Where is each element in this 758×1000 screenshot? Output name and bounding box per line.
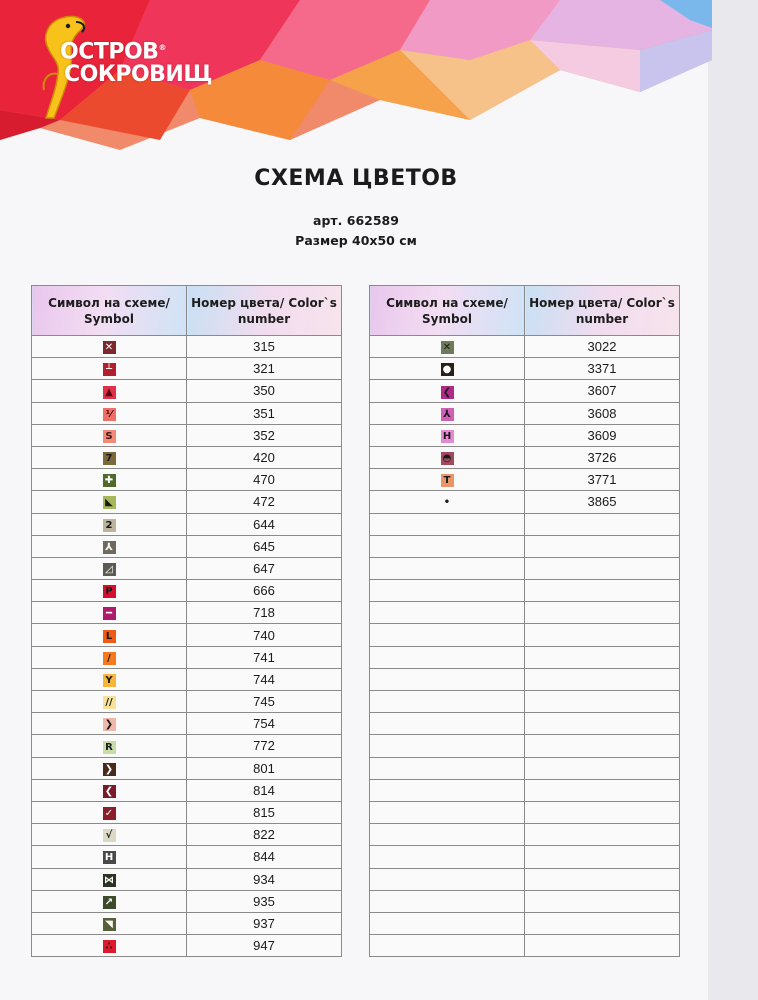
x-mark-icon: ✕ — [103, 341, 116, 354]
table-row — [370, 668, 680, 690]
table-row — [32, 624, 342, 646]
color-number-cell: 420 — [187, 446, 342, 468]
color-number-cell — [525, 735, 680, 757]
table-row — [32, 713, 342, 735]
color-number-cell: 937 — [187, 912, 342, 934]
table-row — [370, 935, 680, 957]
inverted-t-icon: ┴ — [103, 363, 116, 376]
color-number-column-header: Номер цвета/ Color`s number — [525, 286, 680, 336]
symbol-cell — [370, 779, 525, 801]
article-number: арт. 662589 — [313, 213, 399, 228]
symbol-cell — [32, 535, 187, 557]
symbol-cell — [32, 380, 187, 402]
table-row — [32, 846, 342, 868]
color-number-cell: 351 — [187, 402, 342, 424]
chevron-right-dark-icon: ❯ — [103, 763, 116, 776]
chevron-right-icon: ❯ — [103, 718, 116, 731]
three-dots-icon: ∴ — [103, 940, 116, 953]
symbol-cell — [370, 912, 525, 934]
table-row — [370, 646, 680, 668]
color-number-cell: 3371 — [525, 358, 680, 380]
color-number-cell — [525, 846, 680, 868]
symbol-cell — [370, 691, 525, 713]
brand-line2: СОКРОВИЩ — [64, 62, 213, 88]
symbol-cell — [32, 358, 187, 380]
table-row — [370, 469, 680, 491]
table-row — [32, 513, 342, 535]
letter-h-icon: H — [103, 851, 116, 864]
table-row — [370, 624, 680, 646]
symbol-cell — [32, 846, 187, 868]
diagonal-bar-icon: ◥ — [103, 918, 116, 931]
table-row — [370, 801, 680, 823]
table-row — [32, 646, 342, 668]
table-row — [370, 757, 680, 779]
color-number-cell: 934 — [187, 868, 342, 890]
color-number-cell: 814 — [187, 779, 342, 801]
table-row — [32, 935, 342, 957]
color-number-cell: 321 — [187, 358, 342, 380]
table-row — [32, 668, 342, 690]
table-row — [370, 402, 680, 424]
symbol-cell — [370, 424, 525, 446]
table-row — [32, 801, 342, 823]
color-number-cell: 3022 — [525, 336, 680, 358]
table-row — [32, 535, 342, 557]
arrow-up-right-icon: ↗ — [103, 896, 116, 909]
table-row — [32, 912, 342, 934]
dash-icon: ━ — [103, 607, 116, 620]
color-number-cell: 718 — [187, 602, 342, 624]
table-row — [370, 491, 680, 513]
color-number-cell — [525, 779, 680, 801]
symbol-cell — [370, 935, 525, 957]
up-triangle-icon: ▲ — [103, 386, 116, 399]
color-number-cell — [525, 580, 680, 602]
color-number-cell: 741 — [187, 646, 342, 668]
table-row — [370, 358, 680, 380]
symbol-column-header: Символ на схеме/ Symbol — [370, 286, 525, 336]
table-row — [32, 602, 342, 624]
table-row — [32, 580, 342, 602]
symbol-cell — [32, 912, 187, 934]
letter-h-icon: H — [441, 430, 454, 443]
chevron-left-icon: ❮ — [441, 386, 454, 399]
table-row — [370, 868, 680, 890]
color-number-cell: 815 — [187, 801, 342, 823]
table-row — [370, 380, 680, 402]
dot-icon: • — [443, 497, 451, 509]
symbol-cell — [32, 469, 187, 491]
color-number-cell: 772 — [187, 735, 342, 757]
root-icon: √ — [103, 829, 116, 842]
color-number-cell: 645 — [187, 535, 342, 557]
color-number-cell — [525, 557, 680, 579]
symbol-cell — [32, 557, 187, 579]
table-row — [370, 424, 680, 446]
table-row — [32, 402, 342, 424]
color-number-cell: 644 — [187, 513, 342, 535]
left-table-body — [32, 336, 342, 957]
angle-icon: ◿ — [103, 563, 116, 576]
symbol-cell — [32, 757, 187, 779]
color-number-cell: 3726 — [525, 446, 680, 468]
letter-y-icon: Y — [103, 674, 116, 687]
symbol-cell — [370, 735, 525, 757]
symbol-cell — [370, 491, 525, 513]
letter-s-icon: S — [103, 430, 116, 443]
table-row — [32, 380, 342, 402]
symbol-cell — [370, 535, 525, 557]
symbol-cell — [370, 890, 525, 912]
symbol-cell — [32, 779, 187, 801]
symbol-cell — [370, 358, 525, 380]
symbol-cell — [32, 446, 187, 468]
symbol-cell — [32, 402, 187, 424]
symbol-cell — [32, 646, 187, 668]
symbol-cell — [370, 801, 525, 823]
symbol-cell — [370, 580, 525, 602]
symbol-cell — [32, 624, 187, 646]
symbol-cell — [32, 691, 187, 713]
table-row — [370, 779, 680, 801]
symbol-cell — [370, 624, 525, 646]
table-row — [370, 691, 680, 713]
brand-logo-text — [60, 36, 212, 86]
double-slash-icon: // — [103, 696, 116, 709]
table-row — [32, 491, 342, 513]
color-number-cell: 350 — [187, 380, 342, 402]
symbol-cell — [32, 336, 187, 358]
color-number-cell: 745 — [187, 691, 342, 713]
symbol-cell — [32, 602, 187, 624]
symbol-cell — [370, 757, 525, 779]
brand-reg-mark: ® — [158, 43, 166, 52]
table-row — [370, 713, 680, 735]
color-number-cell — [525, 513, 680, 535]
symbol-cell — [32, 890, 187, 912]
color-number-cell — [525, 757, 680, 779]
color-number-cell: 935 — [187, 890, 342, 912]
table-row — [370, 446, 680, 468]
digit-7-icon: 7 — [103, 452, 116, 465]
letter-r-icon: R — [103, 741, 116, 754]
color-number-cell — [525, 868, 680, 890]
corner-triangle-icon: ◣ — [103, 496, 116, 509]
color-number-cell: 844 — [187, 846, 342, 868]
color-number-cell: 3609 — [525, 424, 680, 446]
color-number-cell: 3771 — [525, 469, 680, 491]
digit-2-icon: 2 — [103, 519, 116, 532]
table-row — [32, 358, 342, 380]
color-number-cell: 647 — [187, 557, 342, 579]
tripod-icon: ⅄ — [103, 541, 116, 554]
symbol-cell — [370, 868, 525, 890]
table-row — [370, 513, 680, 535]
table-row — [370, 535, 680, 557]
symbol-column-header: Символ на схеме/ Symbol — [32, 286, 187, 336]
symbol-cell — [32, 513, 187, 535]
pattern-size: Размер 40х50 см — [295, 233, 417, 248]
symbol-cell — [370, 513, 525, 535]
color-number-cell: 3865 — [525, 491, 680, 513]
symbol-cell — [32, 824, 187, 846]
symbol-cell — [32, 424, 187, 446]
color-number-cell: 666 — [187, 580, 342, 602]
color-number-cell: 744 — [187, 668, 342, 690]
symbol-cell — [32, 868, 187, 890]
right-color-table — [369, 285, 680, 957]
half-circle-icon: ◓ — [441, 452, 454, 465]
symbol-cell — [370, 557, 525, 579]
color-number-cell: 315 — [187, 336, 342, 358]
table-row — [370, 912, 680, 934]
table-row — [32, 757, 342, 779]
color-number-cell — [525, 935, 680, 957]
table-row — [32, 868, 342, 890]
color-number-cell — [525, 824, 680, 846]
symbol-cell — [32, 735, 187, 757]
symbol-cell — [32, 935, 187, 957]
bowtie-icon: ⋈ — [104, 874, 114, 886]
chevron-left-icon: ❮ — [103, 785, 116, 798]
check-icon: ✓ — [103, 807, 116, 820]
table-row — [370, 336, 680, 358]
slash-icon: / — [103, 652, 116, 665]
table-row — [370, 846, 680, 868]
symbol-cell — [32, 801, 187, 823]
color-number-cell: 470 — [187, 469, 342, 491]
color-number-cell — [525, 912, 680, 934]
x-mark-icon: ✕ — [441, 341, 454, 354]
letter-t-icon: T — [441, 474, 454, 487]
color-number-cell: 947 — [187, 935, 342, 957]
circle-icon: ● — [441, 363, 454, 376]
symbol-cell — [32, 668, 187, 690]
table-row — [370, 580, 680, 602]
table-row — [370, 735, 680, 757]
left-color-table — [31, 285, 342, 957]
color-number-cell — [525, 668, 680, 690]
fraction-icon: ⅟ — [103, 408, 116, 421]
color-number-cell — [525, 602, 680, 624]
symbol-cell — [32, 580, 187, 602]
table-row — [32, 691, 342, 713]
plus-icon: ✚ — [103, 474, 116, 487]
symbol-cell — [32, 491, 187, 513]
table-row — [32, 336, 342, 358]
brand-line1: ОСТРОВ — [60, 39, 159, 65]
symbol-cell — [370, 646, 525, 668]
color-number-cell: 472 — [187, 491, 342, 513]
color-number-cell: 3608 — [525, 402, 680, 424]
symbol-cell — [370, 336, 525, 358]
symbol-cell — [370, 446, 525, 468]
table-row — [32, 824, 342, 846]
table-row — [32, 735, 342, 757]
symbol-cell — [370, 713, 525, 735]
table-row — [370, 602, 680, 624]
table-row — [32, 890, 342, 912]
symbol-cell — [370, 380, 525, 402]
color-number-cell — [525, 624, 680, 646]
letter-l-icon: L — [103, 630, 116, 643]
color-number-cell — [525, 646, 680, 668]
table-row — [370, 824, 680, 846]
symbol-cell — [32, 713, 187, 735]
symbol-cell — [370, 402, 525, 424]
table-row — [32, 469, 342, 491]
color-number-cell: 822 — [187, 824, 342, 846]
color-number-cell — [525, 801, 680, 823]
table-row — [32, 557, 342, 579]
symbol-cell — [370, 824, 525, 846]
table-row — [32, 424, 342, 446]
color-number-cell — [525, 535, 680, 557]
right-table-body — [370, 336, 680, 957]
page-edge — [708, 0, 758, 1000]
symbol-cell — [370, 602, 525, 624]
table-row — [370, 890, 680, 912]
page-title: СХЕМА ЦВЕТОВ — [254, 166, 458, 191]
table-row — [32, 446, 342, 468]
symbol-cell — [370, 846, 525, 868]
color-number-column-header: Номер цвета/ Color`s number — [187, 286, 342, 336]
symbol-cell — [370, 668, 525, 690]
color-number-cell — [525, 890, 680, 912]
color-number-cell: 352 — [187, 424, 342, 446]
color-number-cell: 754 — [187, 713, 342, 735]
color-number-cell: 740 — [187, 624, 342, 646]
table-row — [32, 779, 342, 801]
letter-p-icon: P — [103, 585, 116, 598]
color-number-cell — [525, 713, 680, 735]
tripod-icon: ⅄ — [441, 408, 454, 421]
table-row — [370, 557, 680, 579]
color-number-cell — [525, 691, 680, 713]
color-number-cell: 3607 — [525, 380, 680, 402]
symbol-cell — [370, 469, 525, 491]
color-number-cell: 801 — [187, 757, 342, 779]
